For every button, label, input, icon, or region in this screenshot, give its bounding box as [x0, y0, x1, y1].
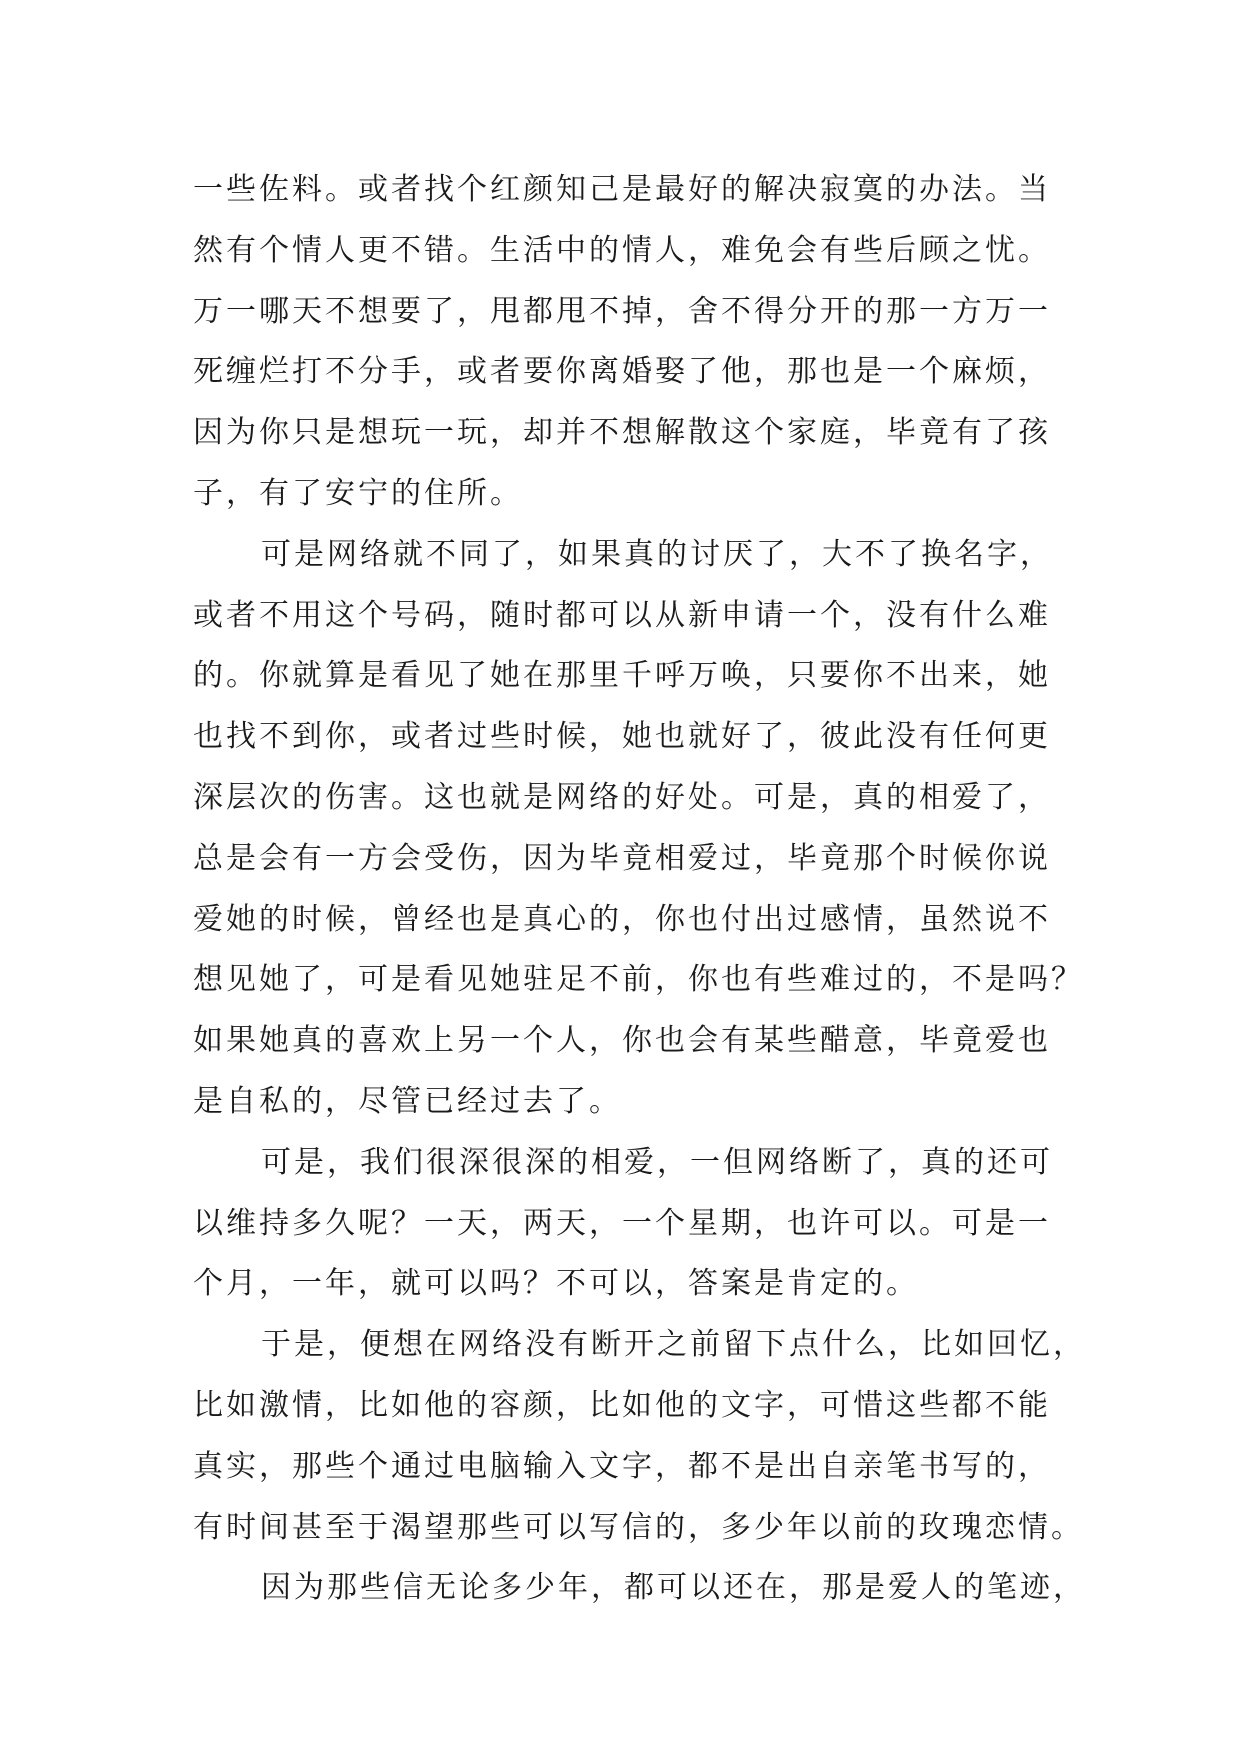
text-line: 也找不到你，或者过些时候，她也就好了，彼此没有任何更 [193, 719, 1051, 755]
paragraph-first-line: 因为那些信无论多少年，都可以还在，那是爱人的笔迹， [261, 1570, 1086, 1606]
text-line: 爱她的时候，曾经也是真心的，你也付出过感情，虽然说不 [193, 901, 1051, 937]
text-line: 万一哪天不想要了，甩都甩不掉，舍不得分开的那一方万一 [193, 293, 1051, 329]
text-line: 深层次的伤害。这也就是网络的好处。可是，真的相爱了， [193, 779, 1051, 815]
text-line: 子，有了安宁的住所。 [193, 475, 523, 511]
text-line: 有时间甚至于渴望那些可以写信的，多少年以前的玫瑰恋情。 [193, 1509, 1084, 1545]
text-line: 以维持多久呢？一天，两天，一个星期，也许可以。可是一 [193, 1205, 1051, 1241]
text-line: 的。你就算是看见了她在那里千呼万唤，只要你不出来，她 [193, 658, 1051, 694]
text-line: 想见她了，可是看见她驻足不前，你也有些难过的，不是吗？ [193, 962, 1084, 998]
paragraph-first-line: 可是，我们很深很深的相爱，一但网络断了，真的还可 [261, 1144, 1053, 1180]
text-line: 一些佐料。或者找个红颜知己是最好的解决寂寞的办法。当 [193, 172, 1051, 207]
text-line: 真实，那些个通过电脑输入文字，都不是出自亲笔书写的， [193, 1448, 1051, 1484]
body-text [193, 160, 1086, 1619]
text-line: 比如激情，比如他的容颜，比如他的文字，可惜这些都不能 [193, 1387, 1051, 1423]
text-line: 然有个情人更不错。生活中的情人，难免会有些后顾之忧。 [193, 232, 1051, 268]
text-line: 总是会有一方会受伤，因为毕竟相爱过，毕竟那个时候你说 [193, 840, 1051, 876]
paragraph-first-line: 可是网络就不同了，如果真的讨厌了，大不了换名字， [261, 536, 1053, 572]
text-line: 是自私的，尽管已经过去了。 [193, 1083, 622, 1119]
text-line: 个月，一年，就可以吗？不可以，答案是肯定的。 [193, 1266, 919, 1302]
text-line: 或者不用这个号码，随时都可以从新申请一个，没有什么难 [193, 597, 1051, 633]
text-line: 死缠烂打不分手，或者要你离婚娶了他，那也是一个麻烦， [193, 354, 1051, 390]
text-line: 如果她真的喜欢上另一个人，你也会有某些醋意，毕竟爱也 [193, 1023, 1051, 1059]
text-line: 因为你只是想玩一玩，却并不想解散这个家庭，毕竟有了孩 [193, 415, 1051, 451]
paragraph-first-line: 于是，便想在网络没有断开之前留下点什么，比如回忆， [261, 1327, 1086, 1363]
